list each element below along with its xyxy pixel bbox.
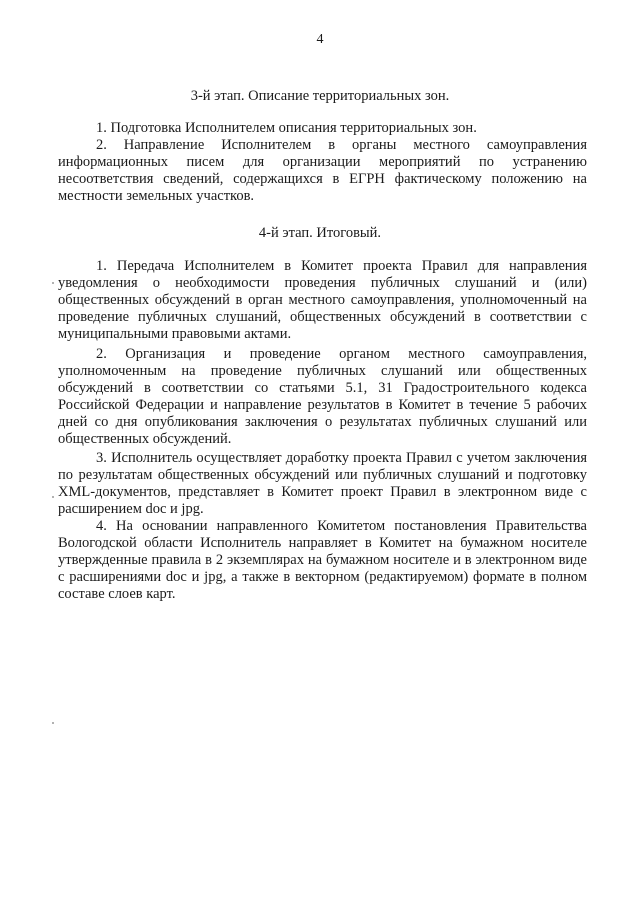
page-number: 4 (316, 32, 324, 47)
scan-mark (52, 722, 54, 724)
stage4-item-1: 1. Передача Исполнителем в Комитет проекта Правил для направления уведомления о необходимости проведения публичных слушаний и (или) общественных обсуждений в орган местного самоуправления, уполномоченный на проведение публичных слушаний, общественных обсуждений в соответствии с муниципальными правовыми актами. (58, 258, 587, 342)
stage4-item-2: 2. Организация и проведение органом местного самоуправления, уполномоченным на проведение публичных слушаний или общественных обсуждений в соответствии со статьями 5.1, 31 Градостроительного кодекса Российской Федерации и направление результатов в Комитет в течение 5 рабочих дней со дня опубликования заключения о результатах публичных слушаний или общественных обсуждений. (58, 346, 587, 447)
stage3-heading: 3-й этап. Описание территориальных зон. (190, 88, 450, 104)
stage3-item-1: 1. Подготовка Исполнителем описания территориальных зон. (96, 120, 477, 136)
stage4-item-3: 3. Исполнитель осуществляет доработку проекта Правил с учетом заключения по результатам общественных обсуждений или публичных слушаний и подготовку XML-документов, представляет в Комитет проект Правил в электронном виде с расширением doc и jpg. (58, 450, 587, 517)
scan-mark (52, 496, 54, 498)
stage4-heading: 4-й этап. Итоговый. (258, 225, 382, 241)
stage3-item-2: 2. Направление Исполнителем в органы местного самоуправления информационных писем для организации мероприятий по устранению несоответствия сведений, содержащихся в ЕГРН фактическому положению на местности земельных участков. (58, 137, 587, 204)
scan-mark (52, 282, 54, 284)
stage4-item-4: 4. На основании направленного Комитетом постановления Правительства Вологодской области Исполнитель направляет в Комитет на бумажном носителе утвержденные правила в 2 экземплярах на бумажном носителе и в электронном виде с расширениями doc и jpg, а также в векторном (редактируемом) формате в полном составе слоев карт. (58, 518, 587, 602)
